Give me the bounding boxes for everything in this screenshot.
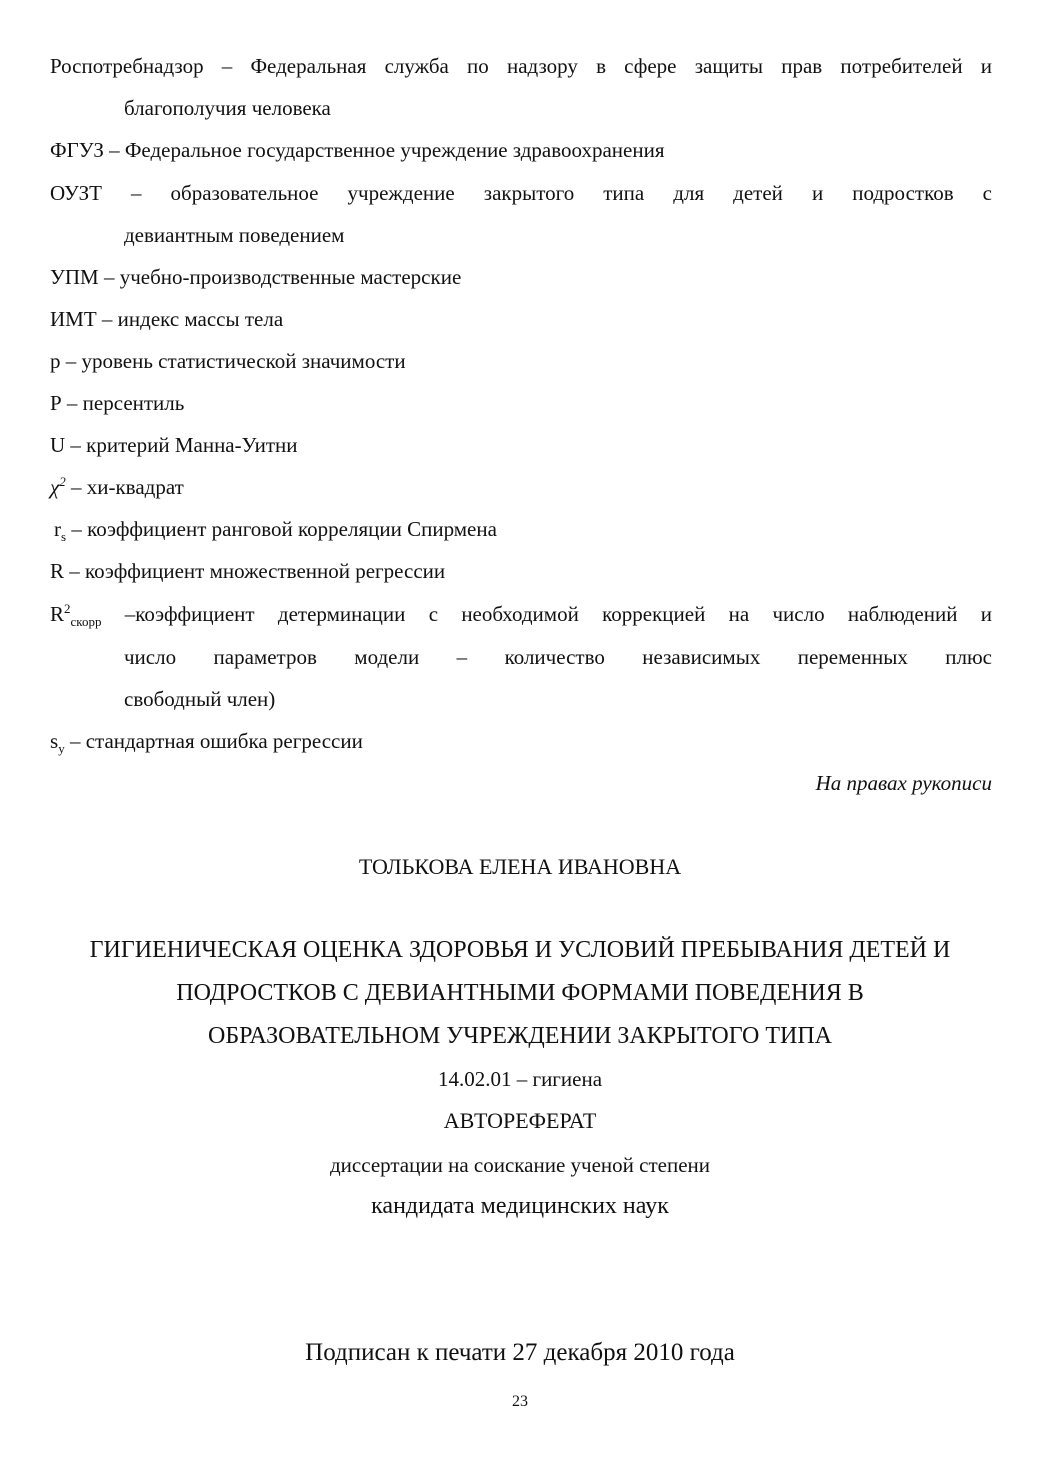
signed-date: Подписан к печати 27 декабря 2010 года — [305, 1339, 735, 1366]
sy-base: s — [50, 729, 59, 753]
r2-superscript: 2 — [64, 601, 71, 616]
chi-superscript: 2 — [59, 474, 66, 489]
manuscript-note: На правах рукописи — [815, 771, 992, 795]
abbr-sy — [50, 728, 992, 757]
abbr-rospotrebnadzor-line1: Роспотребнадзор – Федеральная служба по надзору в сфере защиты прав потребителей и — [50, 54, 992, 78]
rs-subscript: s — [61, 529, 67, 545]
abbr-fguz: ФГУЗ – Федеральное государственное учреждение здравоохранения — [50, 138, 665, 162]
sy-text: – стандартная ошибка регрессии — [64, 729, 363, 753]
author-name: ТОЛЬКОВА ЕЛЕНА ИВАНОВНА — [358, 854, 682, 879]
r2-subscript: скорр — [70, 614, 102, 630]
chi-text: – хи-квадрат — [65, 475, 184, 499]
r2-text-line1: –коэффициент детерминации с необходимой коррекцией на число наблюдений и — [101, 602, 992, 626]
rs-base: r — [54, 517, 61, 541]
abbr-r2-line1 — [50, 601, 992, 630]
abbr-r2-line3: свободный член) — [124, 687, 276, 711]
page-number: 23 — [512, 1393, 528, 1410]
rs-text: – коэффициент ранговой корреляции Спирмена — [66, 517, 497, 541]
degree-line-1: диссертации на соискание ученой степени — [330, 1153, 710, 1177]
abbr-rospotrebnadzor-line2: благополучия человека — [124, 96, 331, 120]
r2-base: R — [50, 602, 65, 626]
chi-symbol: χ — [50, 475, 60, 499]
title-line-2: ПОДРОСТКОВ С ДЕВИАНТНЫМИ ФОРМАМИ ПОВЕДЕНИЯ В — [176, 980, 864, 1006]
abbr-upm: УПМ – учебно-производственные мастерские — [50, 265, 462, 289]
specialty: 14.02.01 – гигиена — [437, 1067, 603, 1091]
abbr-ouzt-line1: ОУЗТ – образовательное учреждение закрытого типа для детей и подростков с — [50, 181, 992, 205]
abbr-ouzt-line2: девиантным поведением — [124, 223, 345, 247]
abbr-r2-line2: число параметров модели – количество независимых переменных плюс — [124, 645, 992, 669]
degree-line-2: кандидата медицинских наук — [371, 1193, 669, 1219]
abbr-p-lower: р – уровень статистической значимости — [50, 349, 406, 373]
abbr-p-upper: Р – персентиль — [50, 391, 185, 415]
abbr-chi-square — [50, 474, 992, 500]
sy-subscript: y — [58, 741, 65, 757]
abbr-u: U – критерий Манна-Уитни — [50, 433, 298, 457]
abbr-imt: ИМТ – индекс массы тела — [50, 307, 284, 331]
abbr-rs — [54, 516, 996, 545]
title-line-3: ОБРАЗОВАТЕЛЬНОМ УЧРЕЖДЕНИИ ЗАКРЫТОГО ТИПА — [208, 1023, 832, 1049]
abbr-r-upper: R – коэффициент множественной регрессии — [50, 559, 446, 583]
title-line-1: ГИГИЕНИЧЕСКАЯ ОЦЕНКА ЗДОРОВЬЯ И УСЛОВИЙ ПРЕБЫВАНИЯ ДЕТЕЙ И — [89, 937, 951, 963]
doc-type: АВТОРЕФЕРАТ — [443, 1108, 597, 1133]
